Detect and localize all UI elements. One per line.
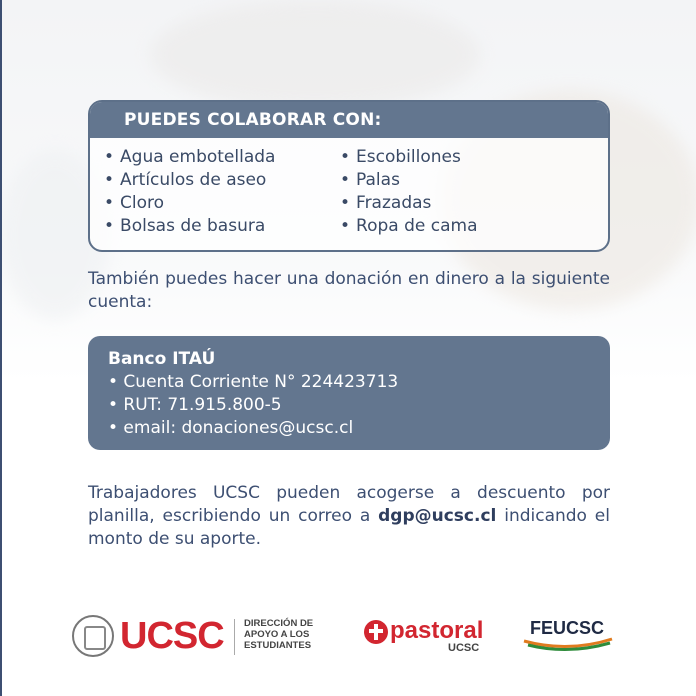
list-item: • Bolsas de basura [104, 216, 266, 236]
list-item: • Ropa de cama [340, 216, 478, 236]
list-item: • Palas [340, 170, 400, 190]
feucsc-swoosh-icon [522, 635, 614, 653]
pastoral-cross-icon [364, 620, 388, 644]
pastoral-logo: pastoral [390, 617, 484, 644]
list-item: • Frazadas [340, 193, 432, 213]
list-item: • Cloro [104, 193, 165, 213]
collaborate-title: PUEDES COLABORAR CON: [90, 102, 608, 138]
bank-email-line: • email: donaciones@ucsc.cl [108, 418, 354, 438]
background-photo-top [150, 0, 480, 110]
list-item: • Escobillones [340, 147, 461, 167]
dgp-email-link[interactable]: dgp@ucsc.cl [378, 506, 497, 526]
bank-rut-line: • RUT: 71.915.800-5 [108, 395, 282, 415]
bank-panel [88, 336, 610, 450]
list-item: • Agua embotellada [104, 147, 276, 167]
ucsc-logo: UCSC [120, 615, 224, 657]
logo-divider [234, 619, 235, 655]
footer-logos [0, 605, 696, 665]
university-seal-icon [72, 615, 114, 657]
bank-title: Banco ITAÚ [108, 349, 216, 369]
workers-paragraph: Trabajadores UCSC pueden acogerse a descuento por planilla, escribiendo un correo a dgp@ucsc.cl indicando el monto de su aporte. [88, 483, 610, 549]
bank-account-line: • Cuenta Corriente N° 224423713 [108, 372, 399, 392]
pastoral-logo-sub: UCSC [448, 642, 480, 654]
left-border-line [0, 0, 2, 696]
dae-logo-text: DIRECCIÓN DE APOYO A LOS ESTUDIANTES [244, 618, 314, 651]
items-column-right [340, 146, 478, 238]
list-item: • Artículos de aseo [104, 170, 267, 190]
donation-paragraph: También puedes hacer una donación en dinero a la siguiente cuenta: [88, 269, 610, 312]
items-column-left [104, 146, 275, 238]
feucsc-logo: FEUCSC [530, 618, 605, 638]
collaborate-panel [88, 100, 610, 252]
